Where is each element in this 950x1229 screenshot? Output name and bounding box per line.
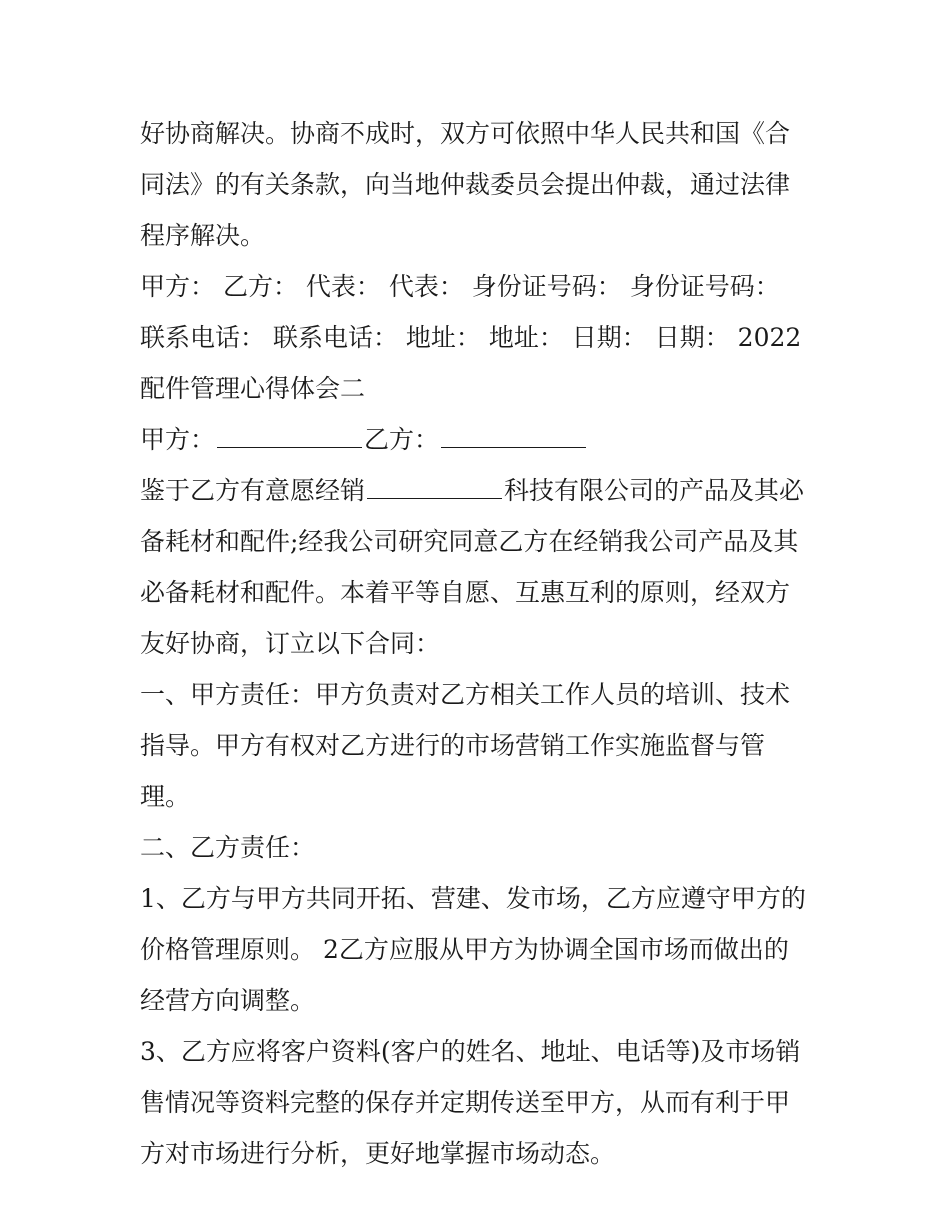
intro-text-end: 科技有限公司的产品及其必备耗材和配件;经我公司研究同意乙方在经销我公司产品及其必备耗材和配件。本着平等自愿、互惠互利的原则，经双方友好协商，订立以下合同： xyxy=(140,476,805,658)
party-b-blank xyxy=(441,419,586,448)
paragraph-dispute-resolution: 好协商解决。协商不成时，双方可依照中华人民共和国《合同法》的有关条款，向当地仲裁委员会提出仲裁，通过法律程序解决。 xyxy=(140,119,791,250)
clause-party-a-responsibility: 一、甲方责任：甲方负责对乙方相关工作人员的培训、技术指导。甲方有权对乙方进行的市场营销工作实施监督与管理。 xyxy=(140,680,791,811)
clause-item-1-2: 1、乙方与甲方共同开拓、营建、发市场，乙方应遵守甲方的价格管理原则。 2乙方应服从甲方为协调全国市场而做出的经营方向调整。 xyxy=(140,884,806,1015)
paragraph-intro xyxy=(140,465,812,669)
clause-item-3: 3、乙方应将客户资料(客户的姓名、地址、电话等)及市场销售情况等资料完整的保存并定期传送至甲方，从而有利于甲方对市场进行分析，更好地掌握市场动态。 xyxy=(140,1037,801,1168)
clause-party-b-heading: 二、乙方责任： xyxy=(140,833,316,862)
document-body xyxy=(140,108,812,1179)
party-b-label: 乙方： xyxy=(364,425,440,454)
paragraph-signature-fields: 甲方： 乙方： 代表： 代表： 身份证号码： 身份证号码： 联系电话： 联系电话： 地址： 地址： 日期： 日期： 2022配件管理心得体会二 xyxy=(140,272,802,403)
intro-text-start: 鉴于乙方有意愿经销 xyxy=(140,476,366,505)
party-a-blank xyxy=(217,419,362,448)
party-a-label: 甲方： xyxy=(140,425,216,454)
company-name-blank xyxy=(367,470,502,499)
paragraph-parties xyxy=(140,414,812,465)
